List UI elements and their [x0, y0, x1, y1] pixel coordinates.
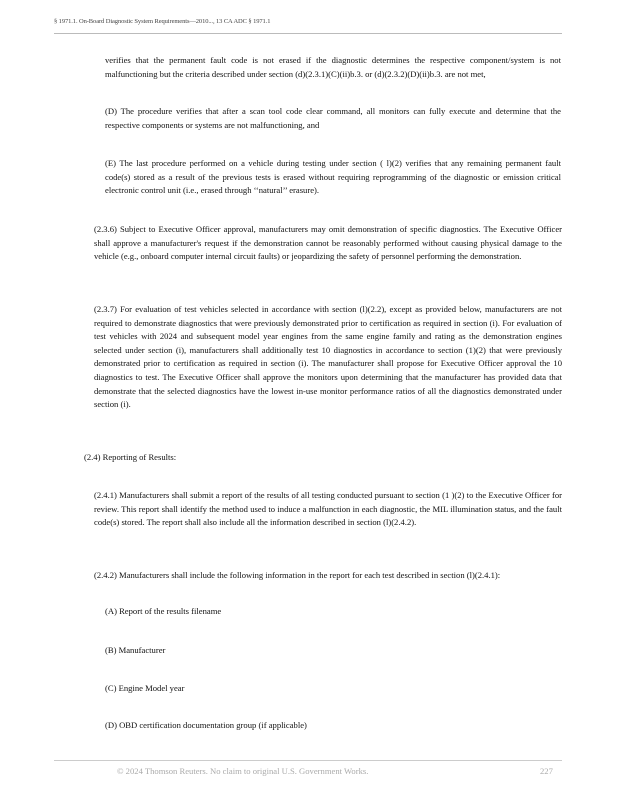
paragraph-continuation: verifies that the permanent fault code is not erased if the diagnostic determines the respective component/system is not malfunctioning but the criteria described under section (d)(2.3.1)(C)(ii)b.3. or (d)(2.3.2)(D)(ii)b.3. are not met,	[105, 55, 561, 79]
list-item-b: (B) Manufacturer	[105, 645, 166, 655]
paragraph-2-4-1: (2.4.1) Manufacturers shall submit a report of the results of all testing conducted pursuant to section (1 )(2) to the Executive Officer for review. This report shall identify the method used to induce a malfunction in each diagnostic, the MIL illumination status, and the fault code(s) stored. The report shall also include all the information described in section (l)(2.4.2).	[94, 490, 562, 528]
paragraph-e: (E) The last procedure performed on a vehicle during testing under section ( l)(2) verifies that any remaining permanent fault code(s) stored as a result of the previous tests is erased without requiring reprogramming of the diagnostic or emission critical electronic control unit (i.e., erased through ‘‘natural’’ erasure).	[105, 158, 561, 196]
list-item-d: (D) OBD certification documentation group (if applicable)	[105, 720, 307, 730]
page-number: 227	[540, 766, 553, 776]
list-item-c: (C) Engine Model year	[105, 683, 185, 693]
paragraph-2-3-6: (2.3.6) Subject to Executive Officer approval, manufacturers may omit demonstration of specific diagnostics. The Executive Officer shall approve a manufacturer's request if the demonstration cannot be reasonably performed without causing physical damage to the vehicle (e.g., onboard computer internal circuit faults) or jeopardizing the safety of personnel performing the demonstration.	[94, 224, 562, 262]
heading-2-4: (2.4) Reporting of Results:	[84, 452, 177, 462]
list-item-a: (A) Report of the results filename	[105, 606, 222, 616]
paragraph-2-3-7: (2.3.7) For evaluation of test vehicles selected in accordance with section (l)(2.2), except as provided below, manufacturers are not required to demonstrate diagnostics that were previously demonstrated prior to certification as required in section (i). For evaluation of test vehicles with 2024 and subsequent model year engines from the same engine family and rating as the demonstration engines selected under section (i), manufacturers shall additionally test 10 diagnostics in accordance to section (1)(2) that were previously demonstrated prior to certification as required in section (i). The manufacturer shall propose for Executive Officer approval the 10 diagnostics to test. The Executive Officer shall approve the monitors upon determining that the manufacturer has provided data that demonstrate that the selected diagnostics have the lowest in-use monitor performance ratios of all the diagnostics demonstrated under section (i).	[94, 304, 562, 410]
header-divider	[54, 33, 562, 34]
paragraph-d: (D) The procedure verifies that after a scan tool code clear command, all monitors can fully execute and determine that the respective components or systems are not malfunctioning, and	[105, 106, 561, 130]
footer-divider	[54, 760, 562, 761]
running-head: § 1971.1. On-Board Diagnostic System Requirements—2010..., 13 CA ADC § 1971.1	[54, 18, 271, 25]
footer-copyright: © 2024 Thomson Reuters. No claim to original U.S. Government Works.	[117, 766, 369, 776]
paragraph-2-4-2: (2.4.2) Manufacturers shall include the following information in the report for each test described in section (l)(2.4.1):	[94, 570, 501, 580]
